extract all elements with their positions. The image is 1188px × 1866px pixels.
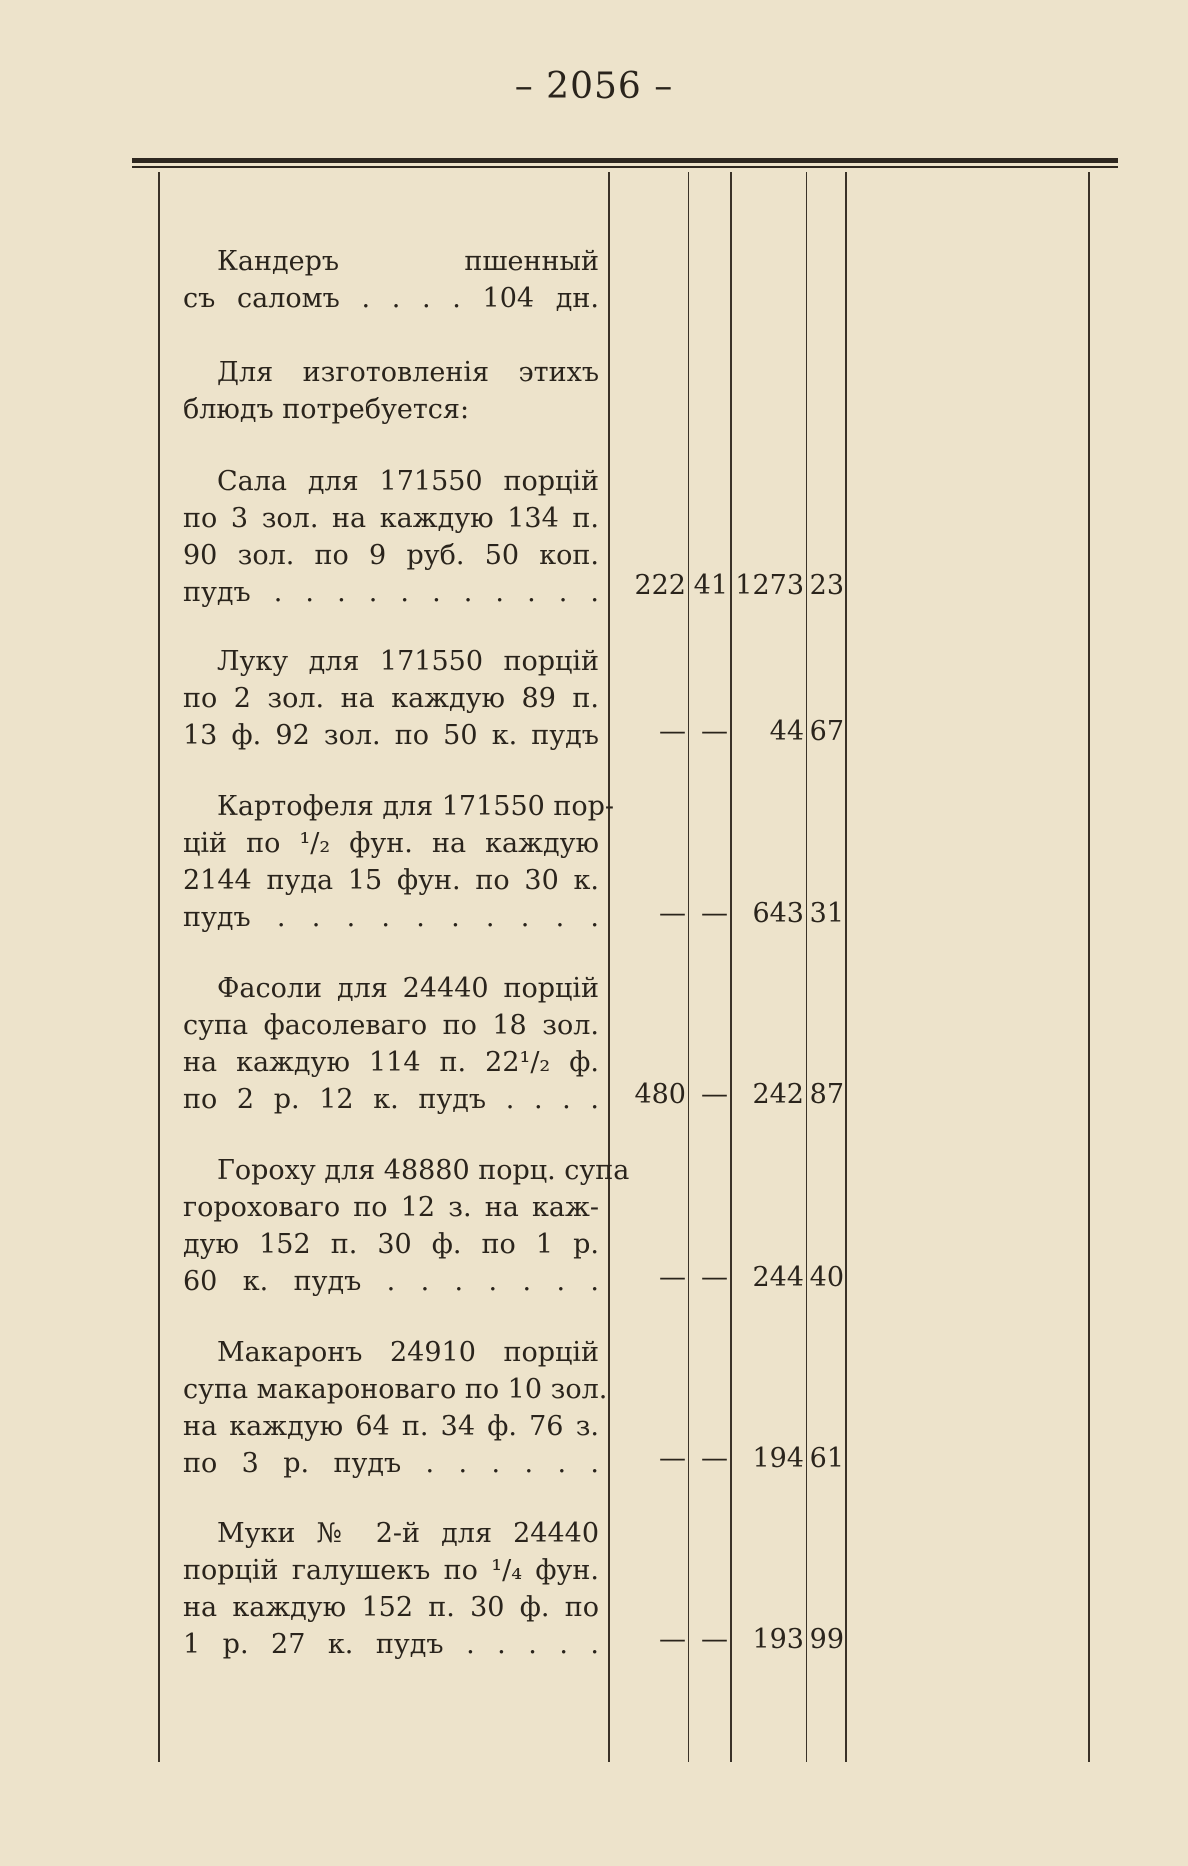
column-line-2 <box>730 172 732 1762</box>
row-entry <box>183 1334 608 1482</box>
rubles-thousands: — <box>659 716 686 747</box>
row-entry <box>183 463 599 611</box>
row-line: гороховаго по 12 з. на каж- <box>183 1192 599 1223</box>
row-entry <box>183 788 615 936</box>
row-line: по 2 р. 12 к. пудъ . . . . <box>183 1084 599 1115</box>
row-line: по 3 зол. на каждую 134 п. <box>183 503 599 534</box>
row-line: Сала для 171550 порцій <box>217 466 599 497</box>
rubles-thousands: — <box>659 1262 686 1293</box>
row-line: 90 зол. по 9 руб. 50 коп. <box>183 540 599 571</box>
row-entry <box>183 1152 630 1300</box>
row-entry <box>183 643 599 754</box>
row-line: 1 р. 27 к. пудъ . . . . . <box>183 1629 599 1660</box>
kopecks: 61 <box>809 1443 844 1474</box>
row-line: на каждую 64 п. 34 ф. 76 з. <box>183 1411 599 1442</box>
column-line-4 <box>845 172 847 1762</box>
row-line: супа макароноваго по 10 зол. <box>183 1374 608 1405</box>
kopecks-1: — <box>701 898 728 929</box>
intro-dish-line-1: Кандеръ пшенный <box>217 246 599 277</box>
kopecks-1: — <box>701 1624 728 1655</box>
rubles: 244 <box>752 1262 804 1293</box>
column-line-1 <box>688 172 689 1762</box>
header-rule-thick <box>132 158 1118 163</box>
intro-header-line-2: блюдъ потребуется: <box>183 394 470 425</box>
kopecks: 67 <box>809 716 844 747</box>
kopecks-1: — <box>701 1079 728 1110</box>
row-line: порцій галушекъ по ¹/₄ фун. <box>183 1555 599 1586</box>
row-entry <box>183 1515 599 1663</box>
kopecks: 87 <box>809 1079 844 1110</box>
page-number: – 2056 – <box>514 66 674 107</box>
rubles: 193 <box>752 1624 804 1655</box>
kopecks: 40 <box>809 1262 844 1293</box>
rubles: 194 <box>752 1443 804 1474</box>
row-line: дую 152 п. 30 ф. по 1 р. <box>183 1229 599 1260</box>
row-line: Макаронъ 24910 порцій <box>217 1337 599 1368</box>
header-rule-thin <box>132 166 1118 168</box>
kopecks-1: 41 <box>693 570 728 601</box>
row-line: Фасоли для 24440 порцій <box>217 973 599 1004</box>
rubles-thousands: — <box>659 1443 686 1474</box>
kopecks-1: — <box>701 1443 728 1474</box>
row-line: 2144 пуда 15 фун. по 30 к. <box>183 865 599 896</box>
kopecks-1: — <box>701 1262 728 1293</box>
row-entry <box>183 970 599 1118</box>
show-through <box>1030 235 1150 275</box>
column-line-right <box>1088 172 1090 1762</box>
column-line-left <box>158 172 160 1762</box>
row-line: Картофеля для 171550 пор- <box>217 791 615 822</box>
rubles-thousands: — <box>659 898 686 929</box>
row-line: 60 к. пудъ . . . . . . . <box>183 1266 599 1297</box>
kopecks: 99 <box>809 1624 844 1655</box>
row-line: пудъ . . . . . . . . . . . <box>183 577 599 608</box>
column-line-3 <box>806 172 807 1762</box>
row-line: по 3 р. пудъ . . . . . . <box>183 1448 599 1479</box>
rubles: 1273 <box>735 570 804 601</box>
intro-dish <box>183 243 599 317</box>
row-line: цій по ¹/₂ фун. на каждую <box>183 828 599 859</box>
kopecks-1: — <box>701 716 728 747</box>
rubles-thousands: — <box>659 1624 686 1655</box>
row-line: Луку для 171550 порцій <box>217 646 599 677</box>
intro-header <box>183 354 599 428</box>
row-line: Гороху для 48880 порц. супа <box>217 1155 630 1186</box>
rubles: 643 <box>752 898 804 929</box>
intro-header-line-1: Для изготовленія этихъ <box>217 357 599 388</box>
intro-dish-line-2: съ саломъ . . . . 104 дн. <box>183 283 599 314</box>
row-line: пудъ . . . . . . . . . . <box>183 902 599 933</box>
row-line: по 2 зол. на каждую 89 п. <box>183 683 599 714</box>
row-line: на каждую 114 п. 22¹/₂ ф. <box>183 1047 599 1078</box>
row-line: 13 ф. 92 зол. по 50 к. пудъ <box>183 720 599 751</box>
kopecks: 31 <box>809 898 844 929</box>
kopecks: 23 <box>809 570 844 601</box>
rubles-thousands: 480 <box>634 1079 686 1110</box>
column-line-text-right <box>608 172 610 1762</box>
rubles: 242 <box>752 1079 804 1110</box>
row-line: Муки № 2-й для 24440 <box>217 1518 599 1549</box>
rubles-thousands: 222 <box>634 570 686 601</box>
row-line: на каждую 152 п. 30 ф. по <box>183 1592 599 1623</box>
rubles: 44 <box>769 716 804 747</box>
row-line: супа фасолеваго по 18 зол. <box>183 1010 599 1041</box>
